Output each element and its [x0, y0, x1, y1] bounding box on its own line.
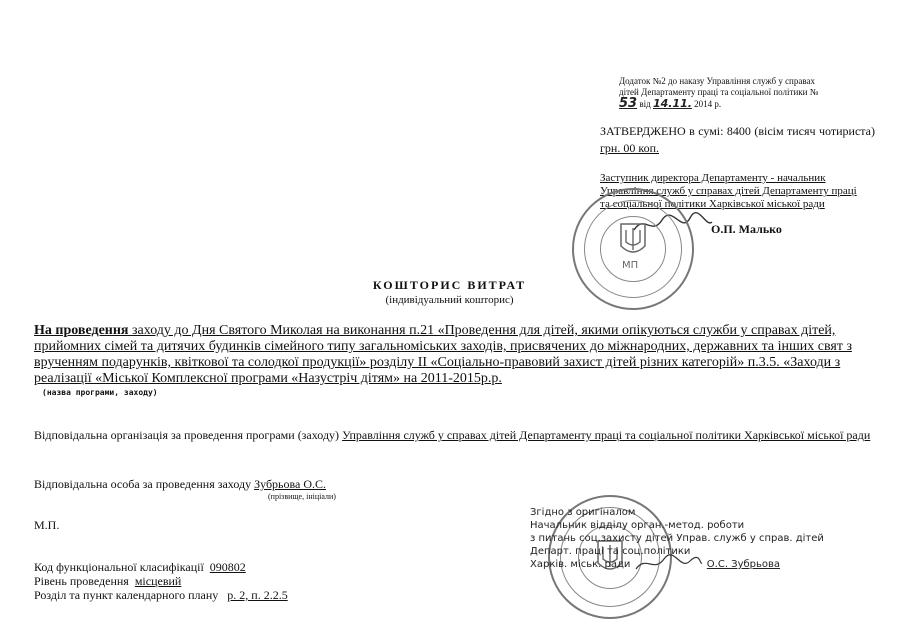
section-label: Розділ та пункт календарного плану [34, 588, 219, 602]
responsible-person [34, 477, 326, 492]
signer-name: О.П. Малько [711, 222, 782, 236]
responsible-org [34, 428, 874, 443]
purpose-text: заходу до Дня Святого Миколая на виконання п.21 «Проведення для дітей, якими опікуються служби у справах дітей, прийомних сімей та дитячих будинків сімейного типу загальноміських заходів, присвячених до міжнародних, державних та інших свят з врученням подарунків, квіткової та солодкої продукції» розділу ІІ «Соціально-правовий захист дітей різних категорій» п.3.5. «Заходи з реалізації «Міської Комплексної програми «Назустріч дітям» на 2011-2015р.р. [34, 323, 852, 386]
deputy-line-3: та соціальної політики Харківської міської ради [600, 198, 825, 210]
section-value: р. 2, п. 2.2.5 [227, 588, 288, 602]
annex-line-1: Додаток №2 до наказу Управління служб у справах [619, 76, 815, 86]
annex-year: 2014 р. [694, 99, 722, 109]
agree-name: О.С. Зубрьова [706, 559, 781, 570]
func-code-row [34, 560, 288, 574]
person-label: Відповідальна особа за проведення заходу [34, 477, 252, 491]
org-label: Відповідальна організація за проведення програми (заходу) [34, 428, 340, 442]
deputy-line-2: Управління служб у справах дітей Департаменту праці [600, 185, 857, 197]
trident-emblem-icon [618, 220, 648, 260]
agree-line-3: з питань соц.захисту дітей Управ. служб у справ. дітей [530, 533, 824, 544]
level-label: Рівень проведення [34, 574, 129, 588]
order-number-handwritten: 53 [619, 96, 638, 111]
agree-line-1: Згідно з оригіналом [530, 507, 636, 518]
order-date-handwritten: 14.11. [652, 97, 692, 110]
classification-codes [34, 560, 288, 602]
level-value: місцевий [134, 574, 182, 588]
purpose-paragraph [34, 323, 869, 387]
func-code-value: 090802 [209, 560, 246, 574]
person-note: (прізвище, ініціали) [268, 492, 336, 501]
annex-note [619, 76, 889, 110]
document-subtitle: (індивідуальний кошторис) [385, 294, 514, 306]
annex-from-label: від [639, 99, 651, 109]
agree-line-4: Департ. праці та соц.політики [530, 546, 691, 557]
agreement-block [530, 506, 850, 571]
approved-text: ЗАТВЕРДЖЕНО в сумі: 8400 (вісім тисяч чотириста) [600, 124, 875, 138]
deputy-line-1: Заступник директора Департаменту - начальник [600, 172, 826, 184]
approved-amount-tail: грн. 00 коп. [600, 141, 659, 155]
annex-line-2: дітей Департаменту праці та соціальної політики № [619, 87, 819, 97]
agree-line-5 [530, 558, 850, 571]
document-title: КОШТОРИС ВИТРАТ [372, 278, 527, 292]
signature-scribble-bottom [634, 553, 704, 575]
agree-city: Харків. міськ. ради [530, 559, 631, 570]
agree-line-2: Начальник відділу орган.-метод. роботи [530, 520, 745, 531]
person-value: Зубрьова О.С. [254, 477, 327, 491]
stamp-top-center-label: МП [622, 260, 639, 271]
level-row [34, 574, 288, 588]
program-name-note: (назва програми, заходу) [42, 388, 158, 397]
seal-place-label: М.П. [34, 518, 60, 532]
purpose-lead: На проведення [34, 323, 129, 338]
approved-block [600, 123, 875, 157]
annex-line-3 [619, 98, 889, 110]
func-code-label: Код функціональної класифікації [34, 560, 204, 574]
section-row [34, 588, 288, 602]
org-value: Управління служб у справах дітей Департаменту праці та соціальної політики Харківської міської ради [342, 428, 871, 442]
